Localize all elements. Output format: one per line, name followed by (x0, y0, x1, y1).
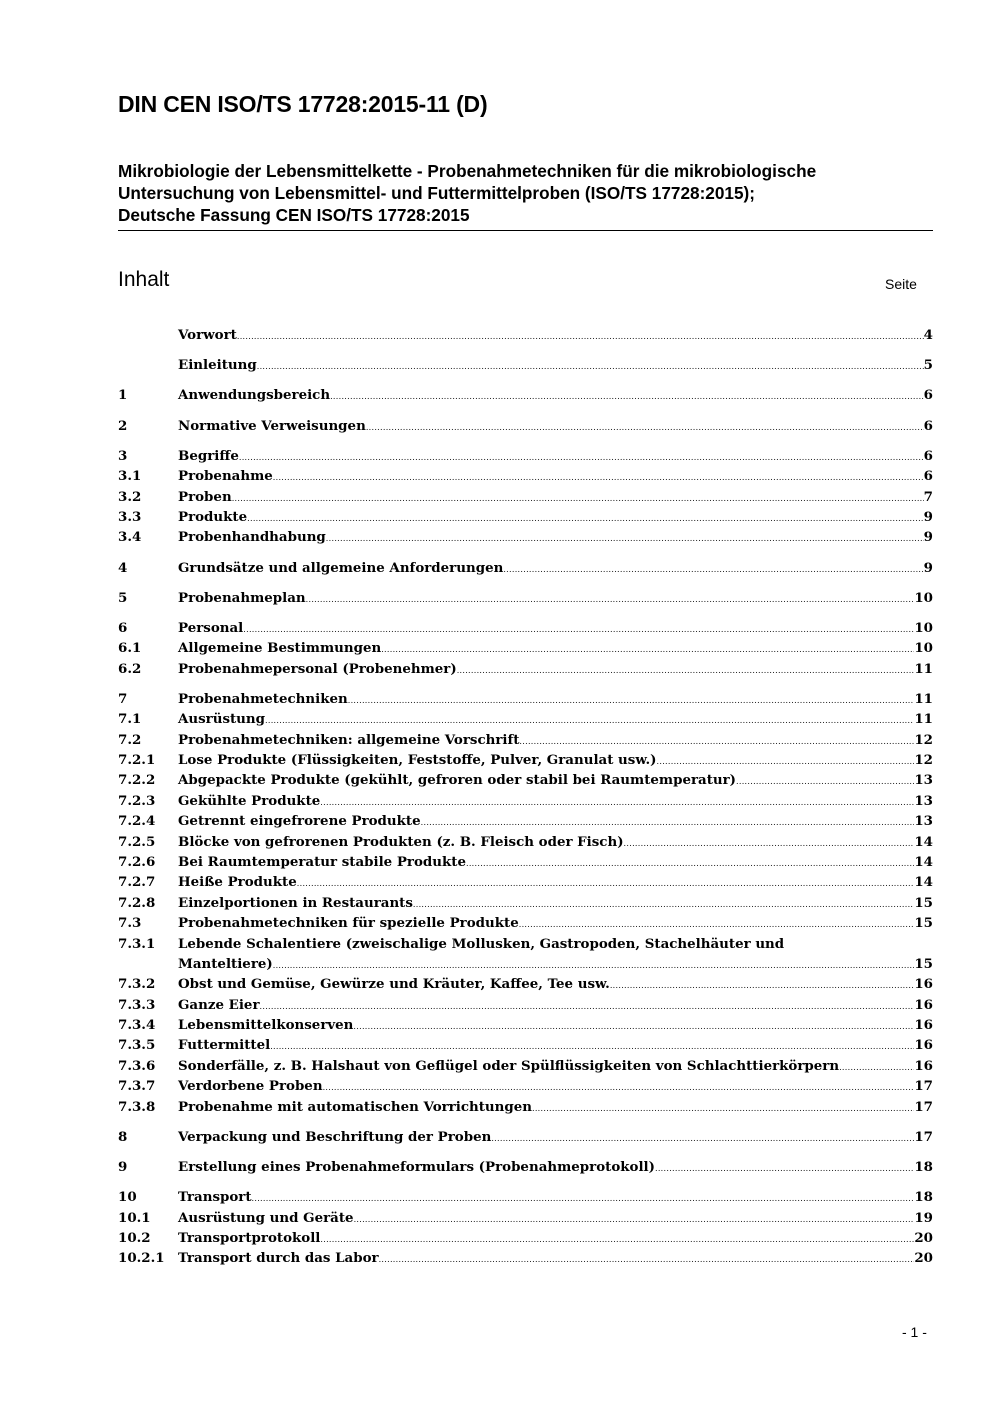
toc-entry-number: 7.2 (118, 731, 142, 748)
toc-entry[interactable] (118, 355, 933, 375)
toc-entry-title: Futtermittel (178, 1037, 271, 1054)
toc-entry-number: 3.2 (118, 488, 142, 505)
toc-entry-page: 16 (914, 1057, 933, 1074)
toc-entry[interactable] (118, 832, 933, 852)
page-column-label: Seite (885, 276, 917, 292)
toc-entry[interactable] (118, 709, 933, 729)
toc-leader-dots (655, 1159, 914, 1179)
toc-entry-title: Obst und Gemüse, Gewürze und Kräuter, Kaffee, Tee usw. (178, 976, 610, 993)
toc-entry-page: 6 (923, 447, 933, 464)
toc-entry-number: 10.1 (118, 1209, 151, 1226)
toc-entry-title: Probenahme (178, 468, 273, 485)
toc-entry-title: Abgepackte Produkte (gekühlt, gefroren oder stabil bei Raumtemperatur) (178, 772, 737, 789)
toc-entry[interactable] (118, 588, 933, 608)
toc-entry-title: Einleitung (178, 357, 257, 374)
toc-entry-number: 7.3 (118, 915, 142, 932)
toc-entry[interactable] (118, 416, 933, 436)
toc-leader-dots (320, 793, 914, 813)
subtitle-line: Untersuchung von Lebensmittel- und Futtermittelproben (ISO/TS 17728:2015); (118, 183, 755, 203)
toc-entry-title: Blöcke von gefrorenen Produkten (z. B. Fleisch oder Fisch) (178, 833, 624, 850)
toc-entry-number: 6.1 (118, 640, 142, 657)
toc-entry-page: 16 (914, 1017, 933, 1034)
toc-entry[interactable] (118, 1056, 933, 1076)
toc-entry-page: 6 (923, 387, 933, 404)
toc-entry-title: Normative Verweisungen (178, 417, 366, 434)
toc-entry[interactable] (118, 1076, 933, 1096)
toc-entry-page: 17 (914, 1098, 933, 1115)
toc-entry-page: 12 (914, 752, 933, 769)
toc-entry-number: 3.3 (118, 508, 142, 525)
toc-entry-title: Transport durch das Labor (178, 1250, 379, 1267)
document-subtitle (118, 160, 933, 231)
toc-entry[interactable] (118, 1127, 933, 1147)
toc-leader-dots (421, 813, 915, 833)
toc-entry-number: 3 (118, 447, 128, 464)
toc-leader-dots (237, 327, 924, 347)
toc-entry-number: 4 (118, 559, 128, 576)
toc-entry[interactable] (118, 974, 933, 994)
toc-entry-title: Lose Produkte (Flüssigkeiten, Feststoffe, Pulver, Granulat usw.) (178, 752, 657, 769)
toc-leader-dots (657, 752, 915, 772)
toc-entry-number: 6 (118, 619, 128, 636)
toc-entry-page: 12 (914, 731, 933, 748)
toc-entry-number: 9 (118, 1159, 128, 1176)
toc-entry-title: Ganze Eier (178, 996, 260, 1013)
toc-entry-page: 17 (914, 1078, 933, 1095)
table-of-contents (118, 325, 933, 1269)
toc-entry-title: Personal (178, 619, 244, 636)
toc-leader-dots (270, 1037, 914, 1057)
toc-entry-title: Erstellung eines Probenahmeformulars (Probenahmeprotokoll) (178, 1159, 655, 1176)
toc-entry[interactable] (118, 1157, 933, 1177)
toc-entry[interactable] (118, 558, 933, 578)
toc-entry-page: 15 (914, 955, 933, 972)
toc-entry[interactable] (118, 1015, 933, 1035)
toc-entry-number: 7.2.3 (118, 792, 156, 809)
toc-entry-page: 15 (914, 894, 933, 911)
toc-entry-page: 11 (914, 711, 933, 728)
toc-entry[interactable] (118, 934, 933, 954)
toc-entry[interactable] (118, 995, 933, 1015)
toc-entry-page: 6 (923, 417, 933, 434)
toc-entry-page: 6 (923, 468, 933, 485)
toc-entry-page: 13 (914, 813, 933, 830)
toc-entry-number: 10 (118, 1189, 137, 1206)
toc-leader-dots (265, 711, 914, 731)
toc-entry-title: Anwendungsbereich (178, 387, 331, 404)
toc-entry-title: Probenahmeplan (178, 589, 306, 606)
toc-entry-title: Vorwort (178, 327, 237, 343)
toc-entry[interactable] (118, 659, 933, 679)
toc-entry-page: 18 (914, 1189, 933, 1206)
page-number: - 1 - (902, 1324, 927, 1340)
toc-entry-title: Probenahmetechniken: allgemeine Vorschrift (178, 731, 520, 748)
toc-entry-title: Ausrüstung (178, 711, 266, 728)
toc-entry-title: Transportprotokoll (178, 1230, 321, 1246)
toc-entry[interactable] (118, 1187, 933, 1207)
toc-entry-page: 5 (923, 357, 933, 374)
toc-entry-title: Verpackung und Beschriftung der Proben (178, 1128, 492, 1145)
toc-entry-number: 5 (118, 589, 128, 606)
toc-entry[interactable] (118, 1035, 933, 1055)
subtitle-line: Deutsche Fassung CEN ISO/TS 17728:2015 (118, 205, 470, 225)
toc-entry[interactable] (118, 1208, 933, 1228)
toc-leader-dots (320, 1230, 914, 1250)
toc-entry-number: 7.3.6 (118, 1057, 156, 1074)
toc-entry-title: Probenahmetechniken für spezielle Produkte (178, 915, 519, 932)
toc-leader-dots (610, 976, 915, 996)
toc-entry-number: 10.2.1 (118, 1250, 165, 1267)
toc-entry[interactable] (118, 893, 933, 913)
toc-entry-title: Getrennt eingefrorene Produkte (178, 813, 421, 830)
toc-entry-number: 7.2.8 (118, 894, 156, 911)
toc-leader-dots (348, 691, 915, 711)
toc-entry[interactable] (118, 527, 933, 547)
toc-entry-number: 7.3.4 (118, 1017, 156, 1034)
toc-entry-number: 8 (118, 1128, 128, 1145)
toc-entry-number: 7.3.3 (118, 996, 156, 1013)
toc-entry-page: 10 (914, 619, 933, 636)
toc-entry-title: Verdorbene Proben (178, 1078, 323, 1095)
toc-leader-dots (466, 854, 914, 874)
toc-leader-dots (503, 560, 923, 580)
toc-leader-dots (491, 1129, 914, 1149)
toc-entry[interactable] (118, 811, 933, 831)
toc-entry-page: 4 (923, 327, 933, 343)
document-title: DIN CEN ISO/TS 17728:2015-11 (D) (118, 91, 488, 117)
toc-entry-title: Probenahme mit automatischen Vorrichtungen (178, 1098, 532, 1115)
toc-leader-dots (379, 1250, 915, 1270)
toc-entry-number: 2 (118, 417, 128, 434)
toc-entry-title: Probenahmepersonal (Probenehmer) (178, 660, 457, 677)
toc-entry-title: Probenahmetechniken (178, 690, 348, 707)
toc-entry[interactable] (118, 507, 933, 527)
toc-entry-page: 20 (914, 1250, 933, 1267)
toc-entry-number: 7.2.7 (118, 874, 156, 891)
toc-entry[interactable] (118, 730, 933, 750)
toc-leader-dots (239, 448, 924, 468)
toc-entry-title: Grundsätze und allgemeine Anforderungen (178, 559, 504, 576)
toc-leader-dots (519, 915, 915, 935)
toc-entry-title: Heiße Produkte (178, 874, 297, 891)
toc-leader-dots (532, 1099, 914, 1119)
toc-entry-page: 10 (914, 640, 933, 657)
toc-entry-number: 7 (118, 690, 128, 707)
toc-entry-number: 7.2.1 (118, 752, 156, 769)
toc-entry-title: Ausrüstung und Geräte (178, 1209, 354, 1226)
toc-heading: Inhalt (118, 268, 170, 291)
toc-entry[interactable] (118, 913, 933, 933)
toc-entry-number: 6.2 (118, 660, 142, 677)
toc-entry[interactable] (118, 618, 933, 638)
toc-entry-number: 7.3.5 (118, 1037, 156, 1054)
toc-entry-page: 20 (914, 1230, 933, 1246)
toc-entry-page: 14 (914, 833, 933, 850)
toc-leader-dots (839, 1058, 914, 1078)
toc-entry-page: 10 (914, 589, 933, 606)
toc-entry-number: 7.3.1 (118, 935, 156, 952)
toc-entry[interactable] (118, 385, 933, 405)
toc-entry-number: 7.3.7 (118, 1078, 156, 1095)
toc-entry[interactable] (118, 852, 933, 872)
toc-entry[interactable] (118, 325, 933, 345)
toc-leader-dots (273, 956, 915, 976)
toc-entry[interactable] (118, 689, 933, 709)
toc-entry-title: Bei Raumtemperatur stabile Produkte (178, 853, 466, 870)
toc-leader-dots (232, 489, 924, 509)
toc-entry[interactable] (118, 487, 933, 507)
toc-entry-page: 11 (914, 660, 933, 677)
toc-entry[interactable] (118, 638, 933, 658)
toc-entry-title: Einzelportionen in Restaurants (178, 894, 413, 911)
toc-entry-number: 7.2.2 (118, 772, 156, 789)
toc-entry-title: Sonderfälle, z. B. Halshaut von Geflügel oder Spülflüssigkeiten von Schlachttierkörpern (178, 1057, 840, 1074)
toc-entry[interactable] (118, 791, 933, 811)
toc-entry-page: 14 (914, 874, 933, 891)
toc-entry-number: 7.1 (118, 711, 142, 728)
toc-entry[interactable] (118, 1248, 933, 1268)
toc-leader-dots (413, 895, 914, 915)
toc-leader-dots (273, 468, 924, 488)
toc-leader-dots (257, 357, 924, 377)
toc-leader-dots (297, 874, 915, 894)
toc-entry-page: 9 (923, 559, 933, 576)
toc-entry-page: 16 (914, 1037, 933, 1054)
toc-entry-number: 7.3.2 (118, 976, 156, 993)
toc-entry-number: 1 (118, 387, 128, 404)
toc-entry-page: 9 (923, 529, 933, 546)
toc-entry[interactable] (118, 1228, 933, 1248)
toc-entry-number: 7.2.6 (118, 853, 156, 870)
toc-leader-dots (260, 997, 915, 1017)
toc-entry-number: 7.2.5 (118, 833, 156, 850)
toc-entry-title: Manteltiere) (178, 955, 273, 972)
toc-entry-page: 16 (914, 996, 933, 1013)
toc-leader-dots (457, 661, 915, 681)
toc-entry[interactable] (118, 750, 933, 770)
toc-entry-title: Lebensmittelkonserven (178, 1017, 354, 1034)
toc-leader-dots (306, 590, 915, 610)
toc-entry[interactable] (118, 872, 933, 892)
toc-entry-title: Proben (178, 488, 232, 505)
toc-entry[interactable] (118, 446, 933, 466)
toc-entry-number: 10.2 (118, 1230, 151, 1246)
toc-leader-dots (354, 1210, 915, 1230)
toc-entry-title: Allgemeine Bestimmungen (178, 640, 382, 657)
toc-entry-page: 9 (923, 508, 933, 525)
toc-leader-dots (519, 732, 914, 752)
toc-entry-page: 7 (923, 488, 933, 505)
toc-entry-number: 3.4 (118, 529, 142, 546)
toc-entry-page: 18 (914, 1159, 933, 1176)
toc-entry-page: 13 (914, 772, 933, 789)
toc-entry-page: 13 (914, 792, 933, 809)
toc-entry-page: 17 (914, 1128, 933, 1145)
toc-entry-title: Lebende Schalentiere (zweischalige Mollusken, Gastropoden, Stachelhäuter und (178, 935, 785, 952)
toc-entry-title: Probenhandhabung (178, 529, 326, 546)
toc-entry[interactable] (118, 1097, 933, 1117)
toc-entry-title: Transport (178, 1189, 252, 1206)
toc-leader-dots (323, 1078, 915, 1098)
toc-leader-dots (247, 509, 924, 529)
toc-leader-dots (736, 772, 914, 792)
toc-leader-dots (243, 620, 914, 640)
toc-entry[interactable] (118, 466, 933, 486)
toc-entry[interactable] (118, 770, 933, 790)
toc-leader-dots (353, 1017, 914, 1037)
toc-entry-title: Produkte (178, 508, 248, 525)
toc-entry-number: 7.2.4 (118, 813, 156, 830)
toc-entry-page: 19 (914, 1209, 933, 1226)
toc-entry-page: 15 (914, 915, 933, 932)
toc-leader-dots (330, 387, 924, 407)
toc-entry-number: 3.1 (118, 468, 142, 485)
toc-entry-page: 14 (914, 853, 933, 870)
toc-leader-dots (252, 1189, 915, 1209)
toc-entry-title: Begriffe (178, 447, 239, 464)
toc-entry-page: 16 (914, 976, 933, 993)
toc-entry-page: 11 (914, 690, 933, 707)
toc-entry-continuation[interactable] (118, 954, 933, 974)
toc-leader-dots (381, 640, 914, 660)
toc-entry-title: Gekühlte Produkte (178, 792, 321, 809)
toc-leader-dots (366, 418, 924, 438)
toc-entry-number: 7.3.8 (118, 1098, 156, 1115)
subtitle-line: Mikrobiologie der Lebensmittelkette - Probenahmetechniken für die mikrobiologische (118, 161, 817, 181)
toc-leader-dots (624, 834, 915, 854)
toc-leader-dots (326, 529, 924, 549)
